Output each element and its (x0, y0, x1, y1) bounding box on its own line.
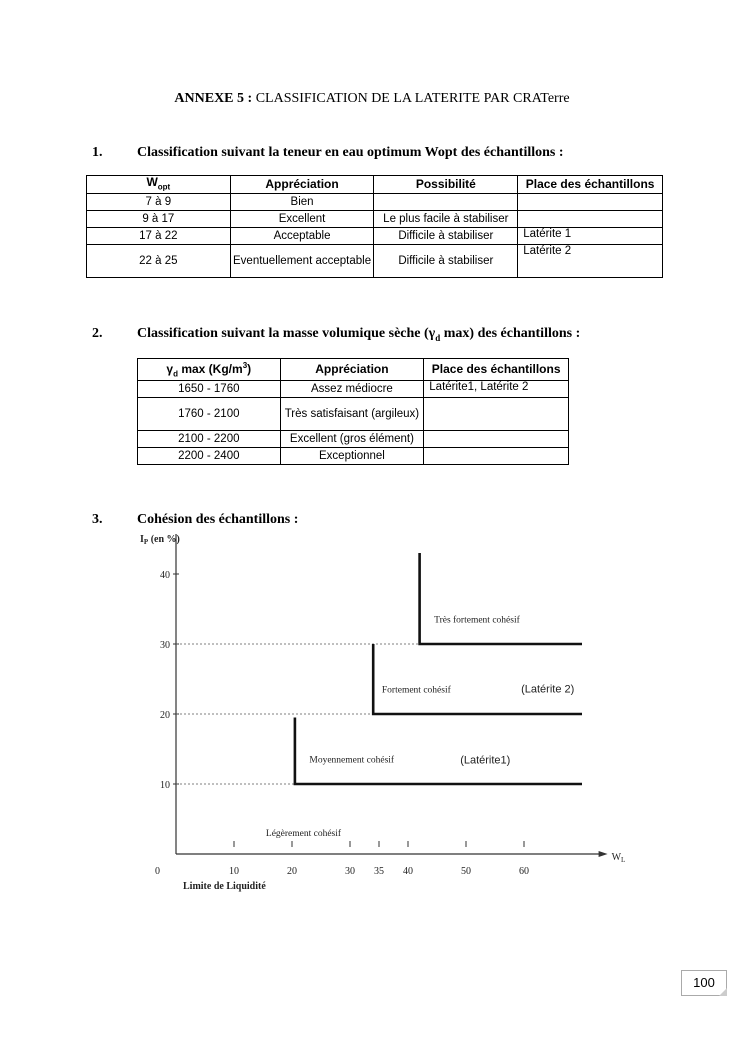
section-2-heading: 2. Classification suivant la masse volumique sèche ($\gamma_d$ max) des échantillons : (92, 326, 581, 343)
table-row: 17 à 22 Acceptable Difficile à stabiliser Latérite 1 (87, 228, 663, 245)
x-tick-label: 60 (519, 866, 529, 877)
x-axis-label: $W_L$ (611, 852, 626, 864)
y-tick-label: 20 (160, 710, 170, 721)
cohesion-chart (0, 525, 744, 905)
col-header-place: Place des échantillons (518, 176, 663, 194)
x-tick-label: 35 (374, 866, 384, 877)
col-header-wopt: $W_{opt}$ (87, 176, 231, 194)
series-line-tr-s-fortement-coh-sif (420, 553, 582, 644)
zone-label-moyennement: Moyennement cohésif (309, 755, 395, 766)
zone-label-tres: Très fortement cohésif (434, 615, 520, 626)
table-header-row (87, 176, 663, 194)
col-header-place: Place des échantillons (424, 359, 569, 381)
series-line-fortement-coh-sif (373, 644, 582, 714)
page-number: 100 (681, 970, 727, 996)
origin-label: 0 (155, 866, 160, 877)
x-tick-label: 30 (345, 866, 355, 877)
table-header-row (138, 359, 569, 381)
y-axis-label: $I_P$ (en %) (140, 534, 180, 546)
table-row: 1760 - 2100 Très satisfaisant (argileux) (138, 398, 569, 431)
x-axis-arrow-icon (599, 851, 608, 857)
y-tick-label: 30 (160, 640, 170, 651)
col-header-appreciation: Appréciation (230, 176, 374, 194)
zone-label-fortement: Fortement cohésif (381, 685, 451, 696)
section-3-heading: 3. Cohésion des échantillons : (92, 512, 299, 527)
gamma-table (137, 358, 569, 465)
x-tick-label: 10 (229, 866, 239, 877)
x-tick-label: 50 (461, 866, 471, 877)
annotation-laterite2: (Latérite 2) (521, 683, 575, 696)
page-title: ANNEXE 5 : CLASSIFICATION DE LA LATERITE PAR CRATerre (174, 91, 570, 106)
y-tick-label: 40 (160, 570, 170, 581)
x-tick-label: 20 (287, 866, 297, 877)
table-row: 7 à 9 Bien (87, 194, 663, 211)
page-fold-icon (719, 988, 727, 996)
section-1-heading: 1. Classification suivant la teneur en eau optimum Wopt des échantillons : (92, 145, 564, 160)
table-row: 2100 - 2200 Excellent (gros élément) (138, 431, 569, 448)
zone-label-legerement: Légèrement cohésif (265, 829, 342, 839)
annotation-laterite1: (Latérite1) (460, 754, 511, 767)
table-row: 9 à 17 Excellent Le plus facile à stabiliser (87, 211, 663, 228)
y-tick-label: 10 (160, 780, 170, 791)
col-header-possibilite: Possibilité (374, 176, 518, 194)
table-row: 22 à 25 Eventuellement acceptable Difficile à stabiliser Latérite 2 (87, 245, 663, 278)
x-tick-label: 40 (403, 866, 413, 877)
col-header-gamma: $\gamma_d$ $\max (Kg/m^3)$ (138, 359, 281, 381)
col-header-appreciation: Appréciation (280, 359, 424, 381)
x-axis-title: Limite de Liquidité (183, 881, 266, 892)
table-row: 1650 - 1760 Assez médiocre Latérite1, Latérite 2 (138, 381, 569, 398)
wopt-table (86, 175, 663, 278)
table-row: 2200 - 2400 Exceptionnel (138, 448, 569, 465)
series-line-moyennement-coh-sif (295, 718, 582, 785)
